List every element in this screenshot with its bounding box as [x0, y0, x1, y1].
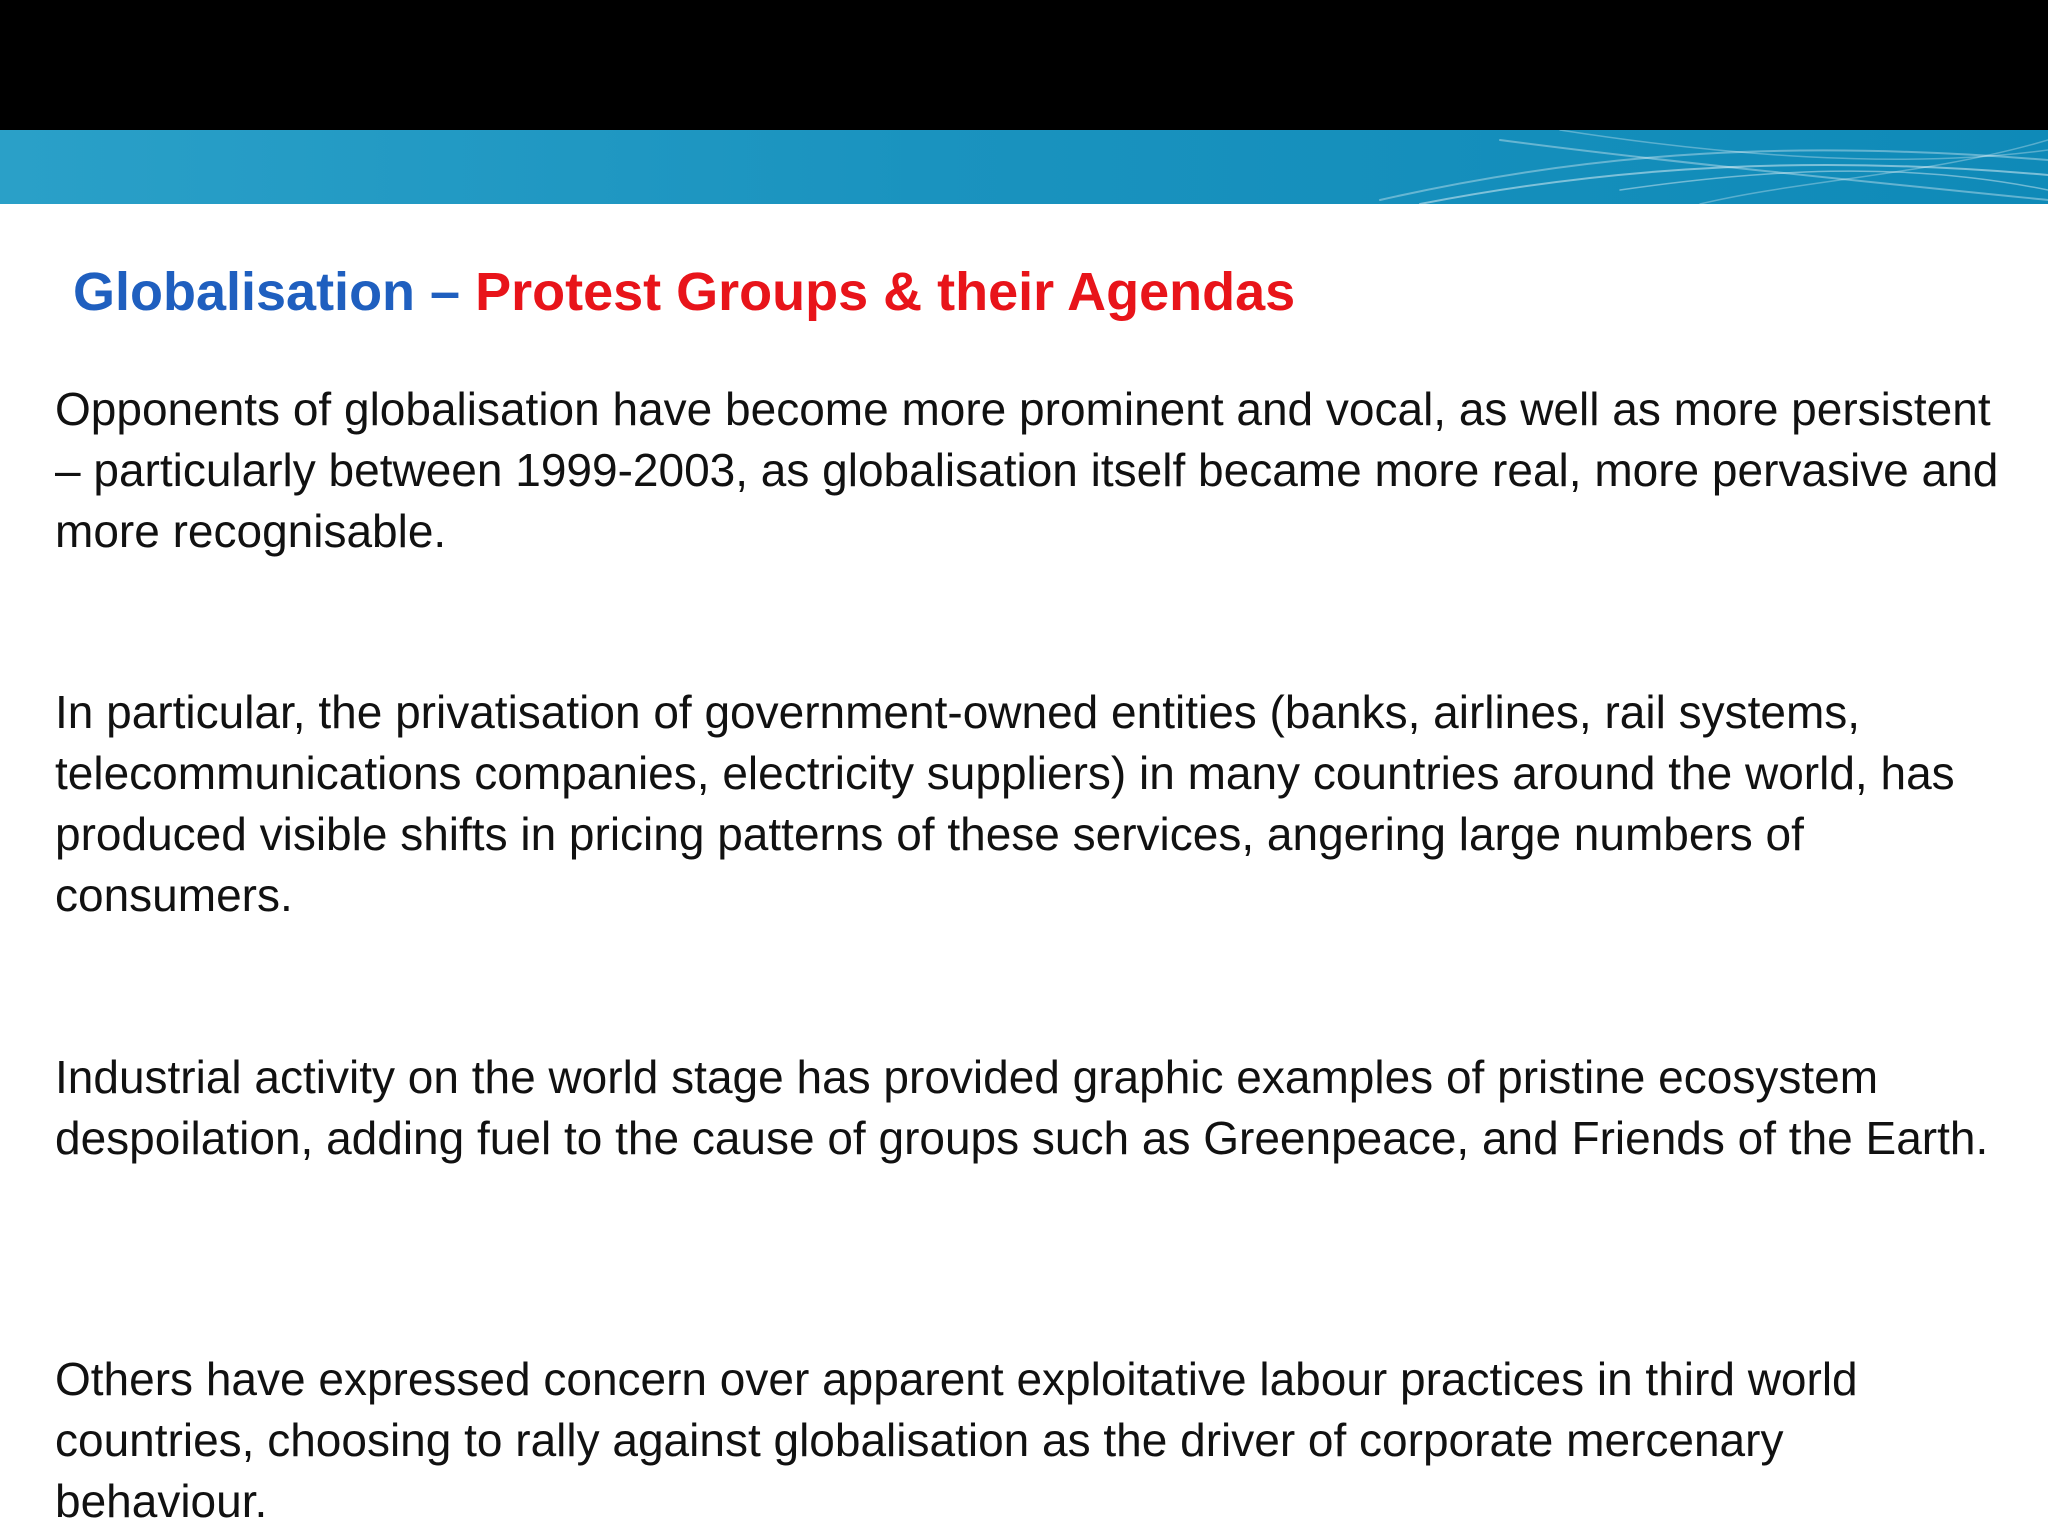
top-black-bar [0, 0, 2048, 130]
slide-title-part-b: Protest Groups & their Agendas [475, 262, 1296, 322]
paragraph-labour-practices: Others have expressed concern over apparent exploitative labour practices in third world countries, choosing to rally against globalisation as the driver of corporate mercenary behaviour. [55, 1353, 1858, 1527]
header-swoosh-decoration [0, 130, 2048, 204]
paragraph-industrial-activity: Industrial activity on the world stage has provided graphic examples of pristine ecosystem despoilation, adding fuel to the cause of groups such as Greenpeace, and Friends of the Earth. [55, 1051, 1989, 1164]
slide-title-part-a: Globalisation – [73, 262, 476, 322]
paragraph-opponents: Opponents of globalisation have become more prominent and vocal, as well as more persistent – particularly between 1999-2003, as globalisation itself became more real, more pervasive and more recognisable. [55, 383, 1999, 557]
slide-title [73, 262, 1295, 322]
paragraph-privatisation: In particular, the privatisation of government-owned entities (banks, airlines, rail systems, telecommunications companies, electricity suppliers) in many countries around the world, has produced visible shifts in pricing patterns of these services, angering large numbers of consumers. [55, 686, 1955, 921]
header-band [0, 130, 2048, 204]
